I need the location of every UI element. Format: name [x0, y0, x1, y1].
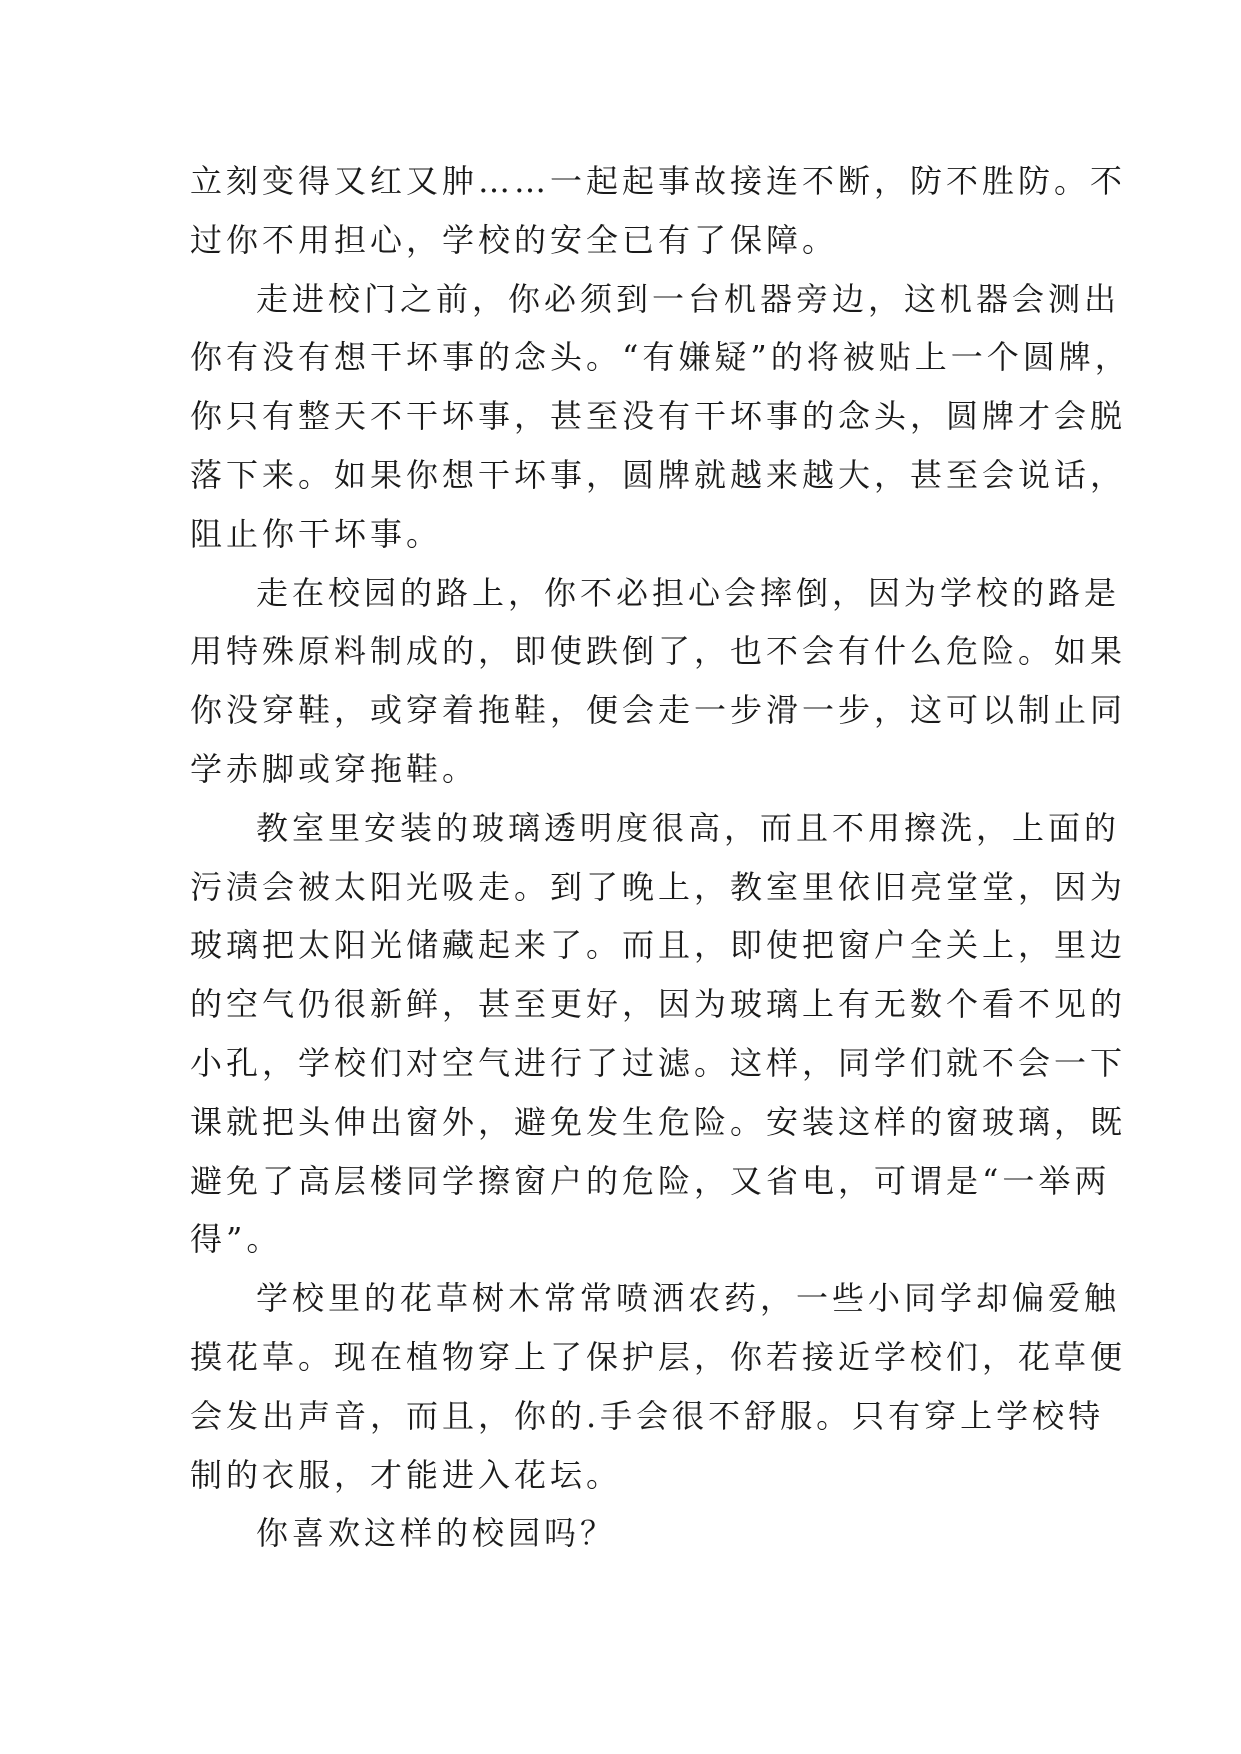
paragraph — [190, 152, 1127, 270]
text-line: 制的衣服，才能进入花坛。 — [190, 1455, 623, 1494]
text-line: 得”。 — [190, 1220, 283, 1259]
text-line: 你有没有想干坏事的念头。“有嫌疑”的将被贴上一个圆牌， — [190, 338, 1131, 377]
paragraph — [190, 1269, 1127, 1504]
paragraph — [190, 799, 1127, 1269]
text-line: 走进校门之前，你必须到一台机器旁边，这机器会测出 — [256, 279, 1121, 318]
text-line: 你没穿鞋，或穿着拖鞋，便会走一步滑一步，这可以制止同 — [190, 691, 1127, 730]
text-line: 避免了高层楼同学擦窗户的危险，又省电，可谓是“一举两 — [190, 1161, 1111, 1200]
text-line: 小孔，学校们对空气进行了过滤。这样，同学们就不会一下 — [190, 1043, 1127, 1082]
text-line: 阻止你干坏事。 — [190, 514, 443, 553]
paragraph — [190, 564, 1127, 799]
text-line: 走在校园的路上，你不必担心会摔倒，因为学校的路是 — [256, 573, 1121, 612]
text-line: 落下来。如果你想干坏事，圆牌就越来越大，甚至会说话， — [190, 455, 1127, 494]
text-line: 教室里安装的玻璃透明度很高，而且不用擦洗，上面的 — [256, 808, 1121, 847]
text-line: 玻璃把太阳光储藏起来了。而且，即使把窗户全关上，里边 — [190, 926, 1127, 965]
text-line: 学赤脚或穿拖鞋。 — [190, 749, 479, 788]
text-line: 你喜欢这样的校园吗？ — [256, 1514, 617, 1553]
text-line: 的空气仍很新鲜，甚至更好，因为玻璃上有无数个看不见的 — [190, 985, 1127, 1024]
text-line: 摸花草。现在植物穿上了保护层，你若接近学校们，花草便 — [190, 1337, 1127, 1376]
article-body — [190, 152, 1131, 1563]
text-line: 用特殊原料制成的，即使跌倒了，也不会有什么危险。如果 — [190, 632, 1127, 671]
text-line: 课就把头伸出窗外，避免发生危险。安装这样的窗玻璃，既 — [190, 1102, 1127, 1141]
text-line: 学校里的花草树木常常喷洒农药，一些小同学却偏爱触 — [256, 1279, 1121, 1318]
text-line: 污渍会被太阳光吸走。到了晚上，教室里依旧亮堂堂，因为 — [190, 867, 1127, 906]
paragraph — [190, 1504, 1070, 1563]
text-line: 你只有整天不干坏事，甚至没有干坏事的念头，圆牌才会脱 — [190, 397, 1127, 436]
text-line: 会发出声音，而且，你的.手会很不舒服。只有穿上学校特 — [190, 1396, 1105, 1435]
paragraph — [190, 270, 1131, 564]
text-line: 过你不用担心，学校的安全已有了保障。 — [190, 220, 839, 259]
text-line: 立刻变得又红又肿……一起起事故接连不断，防不胜防。不 — [190, 162, 1127, 200]
